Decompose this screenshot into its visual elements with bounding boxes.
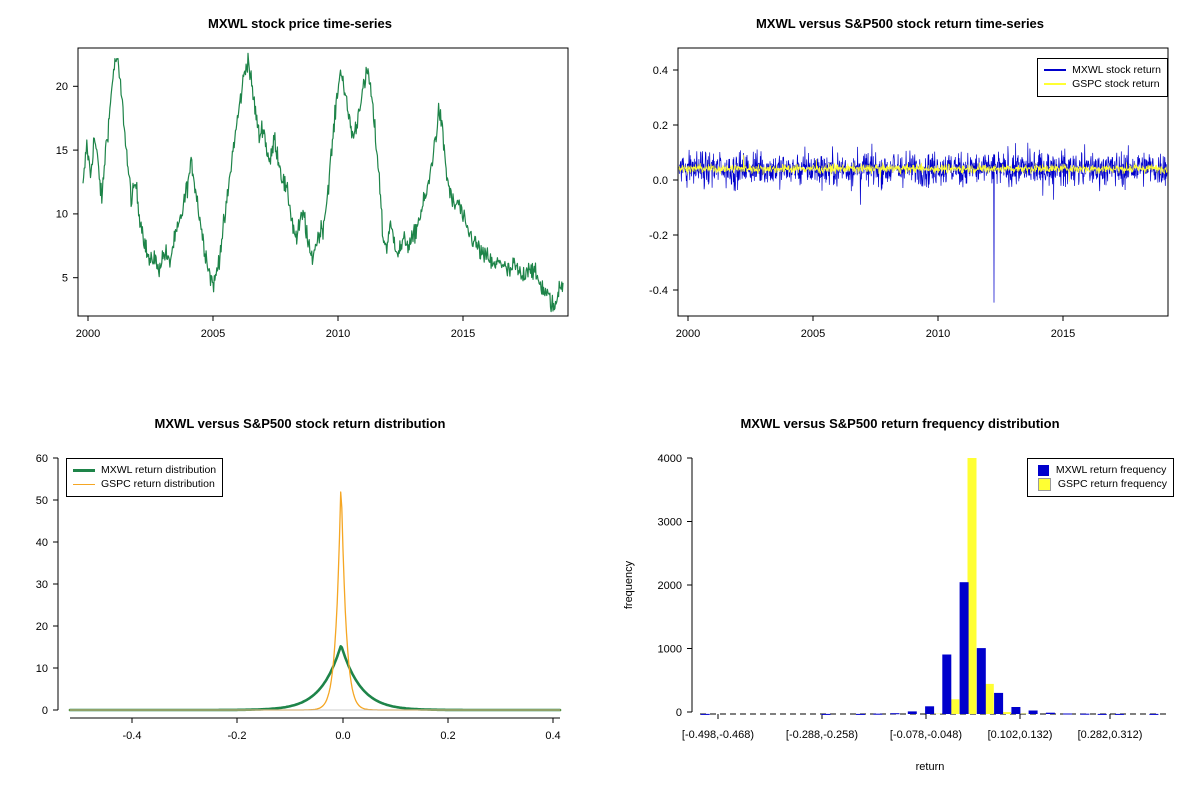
legend-label-mxwl-frequency: MXWL return frequency [1055, 464, 1167, 476]
bar-mxwl [977, 648, 986, 714]
legend-label-gspc-density: GSPC return distribution [101, 478, 215, 490]
panel-title-return-distribution: MXWL versus S&P500 stock return distribution [154, 416, 446, 431]
legend-label-gspc-return: GSPC stock return [1072, 78, 1160, 90]
svg-text:-0.4: -0.4 [649, 284, 668, 297]
bar-mxwl [925, 706, 934, 714]
legend-item [1044, 63, 1161, 77]
legend-swatch-mxwl-frequency [1038, 465, 1049, 476]
svg-text:3000: 3000 [657, 516, 682, 529]
svg-text:15: 15 [55, 144, 68, 157]
svg-text:2015: 2015 [450, 328, 476, 340]
legend-label-mxwl-return: MXWL stock return [1072, 64, 1161, 76]
bar-mxwl [1029, 711, 1038, 715]
legend-item [73, 463, 216, 477]
svg-text:60: 60 [35, 452, 48, 465]
svg-text:2010: 2010 [925, 328, 951, 340]
svg-text:2005: 2005 [800, 328, 826, 340]
svg-text:[-0.498,-0.468): [-0.498,-0.468) [681, 729, 755, 741]
panel-title-price-timeseries: MXWL stock price time-series [208, 16, 392, 31]
bar-mxwl [1046, 713, 1055, 714]
svg-text:0.2: 0.2 [440, 730, 456, 742]
svg-text:1000: 1000 [657, 643, 682, 656]
legend-line-mxwl-return [1044, 69, 1066, 71]
svg-text:0.4: 0.4 [652, 64, 668, 77]
legend-line-gspc-density [73, 484, 95, 485]
bar-mxwl [891, 713, 900, 714]
bar-mxwl [942, 655, 951, 715]
svg-text:5: 5 [61, 272, 68, 285]
bar-mxwl [908, 711, 917, 714]
svg-text:-0.4: -0.4 [122, 730, 142, 742]
bar-mxwl [1149, 714, 1158, 715]
legend-label-mxwl-density: MXWL return distribution [101, 464, 217, 476]
svg-text:2010: 2010 [325, 328, 351, 340]
svg-text:40: 40 [35, 536, 48, 549]
legend-return-frequency [1027, 458, 1174, 497]
svg-text:0.0: 0.0 [652, 174, 668, 187]
bar-mxwl [856, 714, 865, 715]
svg-text:0: 0 [41, 704, 48, 717]
svg-text:2015: 2015 [1050, 328, 1076, 340]
plot-price-timeseries [0, 0, 600, 400]
svg-text:[-0.078,-0.048): [-0.078,-0.048) [889, 729, 963, 741]
svg-text:20: 20 [55, 81, 68, 94]
bar-mxwl [873, 714, 882, 715]
bar-mxwl [1063, 714, 1072, 715]
bar-mxwl [1098, 714, 1107, 715]
bar-mxwl [1115, 714, 1124, 715]
svg-text:[-0.288,-0.258): [-0.288,-0.258) [785, 729, 859, 741]
svg-text:10: 10 [35, 662, 48, 675]
bar-gspc [950, 699, 959, 714]
svg-text:-0.2: -0.2 [227, 730, 247, 742]
bar-mxwl [960, 582, 969, 714]
svg-text:50: 50 [35, 494, 48, 507]
panel-title-return-frequency: MXWL versus S&P500 return frequency distribution [740, 416, 1060, 431]
svg-text:-0.2: -0.2 [649, 229, 668, 242]
svg-text:0.2: 0.2 [652, 119, 668, 132]
gspc-density [70, 492, 560, 710]
bar-mxwl [1080, 714, 1089, 715]
legend-return-distribution [66, 458, 223, 497]
legend-item [1034, 477, 1167, 491]
svg-text:2005: 2005 [200, 328, 226, 340]
legend-item [1044, 77, 1161, 91]
svg-text:4000: 4000 [657, 452, 682, 465]
bar-gspc [985, 684, 994, 714]
legend-line-mxwl-density [73, 469, 95, 472]
bar-mxwl [994, 693, 1003, 714]
legend-item [1034, 463, 1167, 477]
bar-gspc [968, 458, 977, 714]
bar-mxwl [822, 714, 831, 715]
legend-line-gspc-return [1044, 83, 1066, 85]
svg-text:30: 30 [35, 578, 48, 591]
panel-return-frequency [600, 400, 1200, 800]
svg-text:0: 0 [675, 706, 682, 719]
panel-return-distribution [0, 400, 600, 800]
svg-text:2000: 2000 [75, 328, 101, 340]
legend-swatch-gspc-frequency [1038, 478, 1051, 491]
legend-label-gspc-frequency: GSPC return frequency [1057, 478, 1167, 490]
bar-mxwl [1011, 707, 1020, 714]
legend-return-timeseries [1037, 58, 1168, 97]
yaxis-title-return-frequency: frequency [623, 560, 635, 610]
panel-title-return-timeseries: MXWL versus S&P500 stock return time-series [755, 16, 1045, 31]
xaxis-title-return-frequency: return [915, 761, 945, 773]
svg-text:[0.102,0.132): [0.102,0.132) [987, 729, 1053, 741]
legend-item [73, 477, 216, 491]
bar-mxwl [701, 714, 710, 715]
svg-text:[0.282,0.312): [0.282,0.312) [1077, 729, 1143, 741]
panel-return-timeseries [600, 0, 1200, 400]
svg-text:0.4: 0.4 [545, 730, 561, 742]
svg-text:10: 10 [55, 208, 68, 221]
svg-text:20: 20 [35, 620, 48, 633]
svg-text:0.0: 0.0 [335, 730, 351, 742]
panel-price-timeseries [0, 0, 600, 400]
bar-gspc [1002, 712, 1011, 714]
svg-text:2000: 2000 [675, 328, 701, 340]
svg-text:2000: 2000 [657, 579, 682, 592]
